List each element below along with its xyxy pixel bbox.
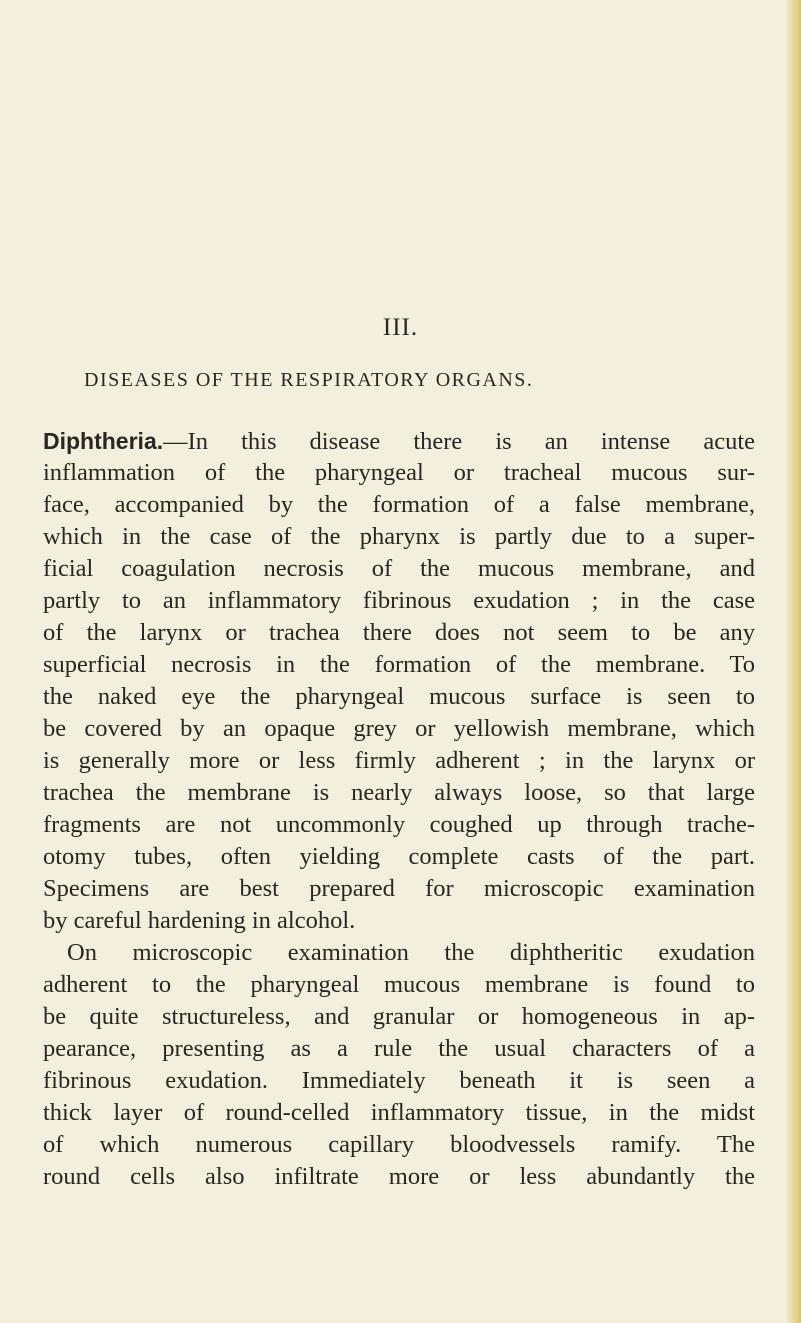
- text-line: fragments are not uncommonly coughed up through trache-: [43, 811, 755, 838]
- body-text: [43, 425, 755, 1193]
- text-line: the naked eye the pharyngeal mucous surface is seen to: [43, 683, 755, 710]
- text-line: which in the case of the pharynx is partly due to a super-: [43, 523, 755, 550]
- text-line: face, accompanied by the formation of a false membrane,: [43, 491, 755, 518]
- text-line: pearance, presenting as a rule the usual characters of a: [43, 1035, 755, 1062]
- text-line: adherent to the pharyngeal mucous membrane is found to: [43, 971, 755, 998]
- chapter-number: III.: [382, 314, 419, 341]
- text-line: by careful hardening in alcohol.: [43, 907, 356, 934]
- text-line: trachea the membrane is nearly always loose, so that large: [43, 779, 755, 806]
- text-line: fibrinous exudation. Immediately beneath it is seen a: [43, 1067, 755, 1094]
- text-line: inflammation of the pharyngeal or tracheal mucous sur-: [43, 459, 755, 486]
- text-line: is generally more or less firmly adherent ; in the larynx or: [43, 747, 755, 774]
- text-line: superficial necrosis in the formation of the membrane. To: [43, 651, 755, 678]
- text-line: otomy tubes, often yielding complete casts of the part.: [43, 843, 755, 870]
- text-line: partly to an inflammatory fibrinous exudation ; in the case: [43, 587, 755, 614]
- text-line: be quite structureless, and granular or homogeneous in ap-: [43, 1003, 755, 1030]
- line-text: —In this disease there is an intense acute: [163, 428, 755, 455]
- text-line: On microscopic examination the diphtheritic exudation: [67, 939, 755, 966]
- page-edge: [787, 0, 801, 1323]
- text-line: be covered by an opaque grey or yellowish membrane, which: [43, 715, 755, 742]
- text-line: thick layer of round-celled inflammatory tissue, in the midst: [43, 1099, 755, 1126]
- text-line: of which numerous capillary bloodvessels ramify. The: [43, 1131, 755, 1158]
- text-line: of the larynx or trachea there does not seem to be any: [43, 619, 755, 646]
- text-line: [43, 425, 755, 457]
- text-line: Specimens are best prepared for microscopic examination: [43, 875, 755, 902]
- chapter-title: DISEASES OF THE RESPIRATORY ORGANS.: [84, 369, 534, 391]
- section-heading: Diphtheria.: [43, 428, 164, 454]
- text-line: ficial coagulation necrosis of the mucous membrane, and: [43, 555, 755, 582]
- text-line: round cells also infiltrate more or less abundantly the: [43, 1163, 755, 1190]
